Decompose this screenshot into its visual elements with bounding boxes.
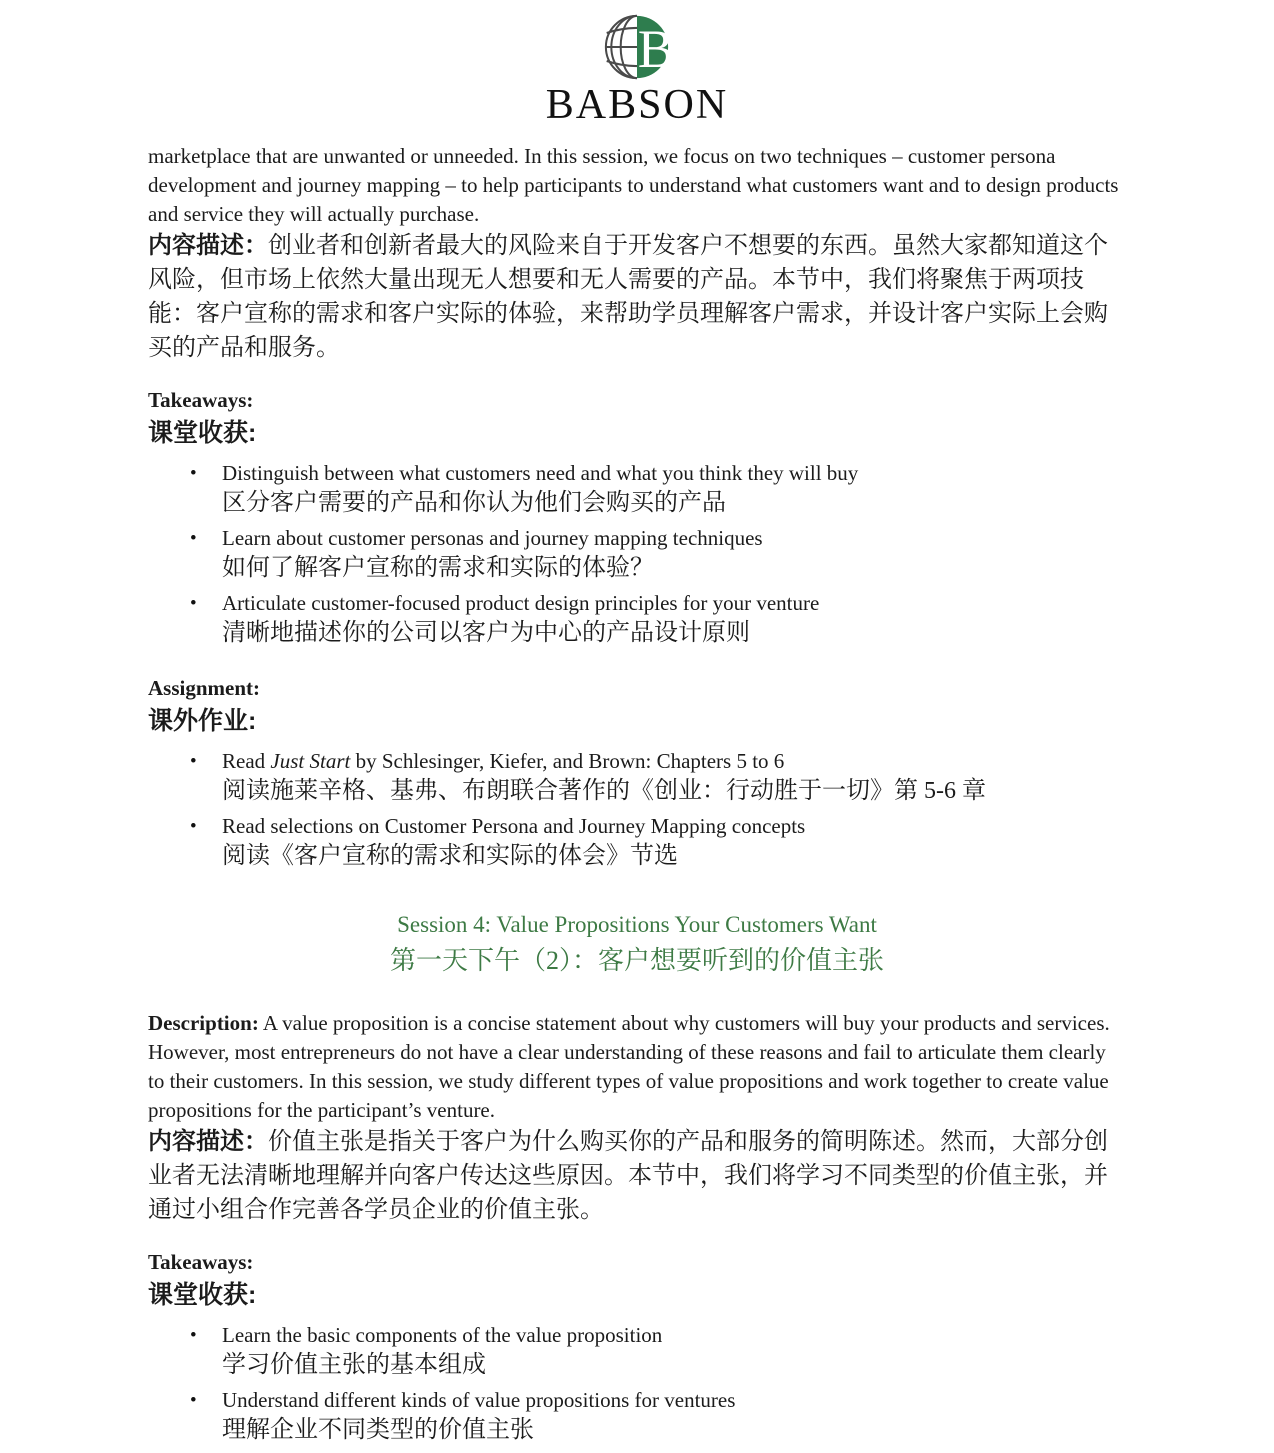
description-text-zh: 价值主张是指关于客户为什么购买你的产品和服务的简明陈述。然而，大部分创业者无法清晰地理解并向客户传达这些原因。本节中，我们将学习不同类型的价值主张，并通过小组合作完善各学员企业的价值主张。 <box>148 1129 1108 1223</box>
babson-globe-icon <box>597 12 677 82</box>
list-item <box>190 459 1126 519</box>
takeaways-section-1 <box>148 385 1126 649</box>
bullet-icon: • <box>190 528 197 549</box>
description-paragraph-en <box>148 1009 1126 1125</box>
list-item <box>190 524 1126 584</box>
item-text-en <box>222 747 986 776</box>
assignment-list <box>148 747 1126 872</box>
list-item <box>190 1386 1126 1446</box>
description-paragraph-zh <box>148 1125 1126 1227</box>
takeaways-heading-zh: 课堂收获: <box>148 1281 257 1309</box>
item-text-en: Read selections on Customer Persona and Journey Mapping concepts <box>222 814 806 838</box>
bullet-icon: • <box>190 816 197 837</box>
intro-paragraph-en: marketplace that are unwanted or unneeded. In this session, we focus on two techniques – customer persona development and journey mapping – to help participants to understand what customers want and to design products and service they will actually purchase. <box>148 144 1119 226</box>
description-text-en: A value proposition is a concise statement about why customers will buy your products and services. However, most entrepreneurs do not have a clear understanding of these reasons and fail to articulate them clearly to their customers. In this session, we study different types of value propositions and work together to create value propositions for the participant’s venture. <box>148 1011 1110 1122</box>
list-item-text <box>222 459 858 519</box>
item-text-zh: 如何了解客户宣称的需求和实际的体验？ <box>222 555 654 581</box>
session-title <box>148 908 1126 981</box>
list-item-text <box>222 1386 735 1446</box>
list-item <box>190 589 1126 649</box>
intro-paragraph-zh <box>148 229 1126 365</box>
list-item-text <box>222 1321 662 1381</box>
session-title-en: Session 4: Value Propositions Your Customers Want <box>397 912 877 937</box>
bullet-icon: • <box>190 751 197 772</box>
reading-text-post: by Schlesinger, Kiefer, and Brown: Chapters 5 to 6 <box>350 749 785 773</box>
item-text-en: Understand different kinds of value propositions for ventures <box>222 1388 736 1412</box>
document-content <box>0 128 1274 1446</box>
description-label-zh: 内容描述： <box>148 1128 268 1155</box>
bullet-icon: • <box>190 1325 197 1346</box>
item-text-en: Learn about customer personas and journey mapping techniques <box>222 526 763 550</box>
svg-text:B: B <box>637 18 675 80</box>
item-text-en: Articulate customer-focused product design principles for your venture <box>222 591 820 615</box>
item-text-en: Distinguish between what customers need and what you think they will buy <box>222 461 859 485</box>
reading-text-pre: Read <box>222 749 271 773</box>
bullet-icon: • <box>190 1390 197 1411</box>
item-text-zh: 区分客户需要的产品和你认为他们会购买的产品 <box>222 490 726 516</box>
session-title-zh: 第一天下午（2）：客户想要听到的价值主张 <box>389 946 884 975</box>
assignment-section <box>148 673 1126 872</box>
intro-zh-text: 创业者和创新者最大的风险来自于开发客户不想要的东西。虽然大家都知道这个风险，但市场上依然大量出现无人想要和无人需要的产品。本节中，我们将聚焦于两项技能：客户宣称的需求和客户实际的体验，来帮助学员理解客户需求，并设计客户实际上会购买的产品和服务。 <box>148 233 1108 361</box>
list-item-text <box>222 812 805 872</box>
item-text-zh: 理解企业不同类型的价值主张 <box>222 1417 534 1443</box>
item-text-zh: 阅读施莱辛格、基弗、布朗联合著作的《创业：行动胜于一切》第 5-6 章 <box>222 778 986 804</box>
bullet-icon: • <box>190 463 197 484</box>
item-text-zh: 学习价值主张的基本组成 <box>222 1352 486 1378</box>
description-label-en: Description: <box>148 1011 259 1035</box>
item-text-en: Learn the basic components of the value proposition <box>222 1323 663 1347</box>
takeaways-section-2 <box>148 1247 1126 1446</box>
list-item <box>190 747 1126 807</box>
takeaways-heading-zh: 课堂收获: <box>148 419 257 447</box>
takeaways-heading-en: Takeaways: <box>148 388 254 412</box>
book-title: Just Start <box>270 749 351 773</box>
babson-logo <box>0 0 1274 128</box>
takeaways-list-2 <box>148 1321 1126 1446</box>
item-text-zh: 清晰地描述你的公司以客户为中心的产品设计原则 <box>222 620 750 646</box>
list-item <box>190 1321 1126 1381</box>
list-item <box>190 812 1126 872</box>
takeaways-list-1 <box>148 459 1126 649</box>
assignment-heading-zh: 课外作业: <box>148 707 257 735</box>
babson-wordmark: BABSON <box>545 82 729 128</box>
list-item-text <box>222 524 763 584</box>
list-item-text <box>222 747 986 807</box>
intro-zh-label: 内容描述： <box>148 232 268 259</box>
takeaways-heading-en: Takeaways: <box>148 1250 254 1274</box>
item-text-zh: 阅读《客户宣称的需求和实际的体会》节选 <box>222 843 678 869</box>
bullet-icon: • <box>190 593 197 614</box>
assignment-heading-en: Assignment: <box>148 676 261 700</box>
list-item-text <box>222 589 819 649</box>
